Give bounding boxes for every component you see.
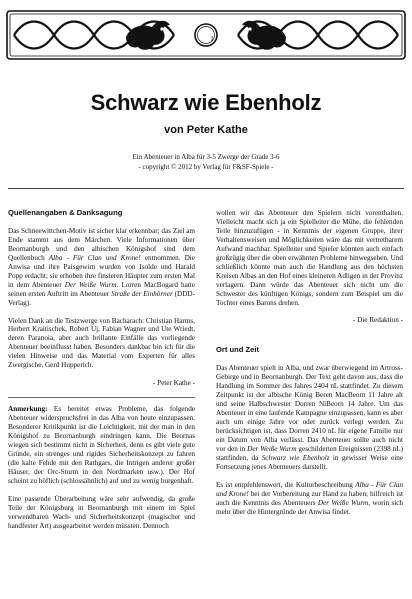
paragraph-sources: Das Schneewittchen-Motiv ist sicher klar erkennbar; das Ziel am Ende stammt aus dem Märchen. Viele Informationen über Beornanburgh und den albischen Königshof sind dem Quellenbuch Alba - Für Clan und Krone! entnommen. Die Anwisa und ihre Paisgewirn wurden von Isolde und Harald Popp erdacht; sie erhoben ihre finsteren Häupter zum ersten Mal in dem Abenteuer Der Weiße Wurm. Lorren MacBogard hatte seinen ersten Auftritt im Abenteuer Straße der Einhörner (DDD-Verlag). — [8, 226, 195, 307]
top-rule — [8, 188, 404, 189]
paragraph-thanks: Vielen Dank an die Testzwerge von Bacharach: Christian Harms, Herbert Kraitischek, Robert Uj, Fabian Wagner und Ute Wriedt, deren Paranoia, aber auch brillante Einfälle das vorliegende Abenteuer beeinflusst haben. Besonders dankbar bin ich für die vielen Hinweise und das Material vom Experten für alles Zwergische, Gerd Hupperich. — [8, 316, 196, 370]
paragraph-recommendation: Es ist empfehlenswert, die Kulturbeschreibung Alba - Für Clan und Krone! bei der Vorbereitung zur Hand zu haben; hilfreich ist auch die Kenntnis des Abenteuers Der Weiße Wurm, worin sich mehr über die Hintergründe der Anwisa findet. — [216, 480, 403, 516]
left-column — [8, 209, 195, 540]
page-number: 1 — [210, 35, 214, 43]
document-title: Schwarz wie Ebenholz — [90, 90, 322, 115]
section-heading-sources: Quellenangaben & Danksagung — [8, 208, 123, 217]
subtitle-line: Ein Abenteuer in Alba für 3-5 Zwerge der Grade 3-6 — [132, 153, 280, 161]
section-divider — [8, 397, 195, 398]
copyright-line: - copyright © 2012 by Verlag für F&SF-Spiele - — [138, 163, 274, 171]
signature-author: - Peter Kathe - — [152, 379, 195, 388]
section-heading-place-time: Ort und Zeit — [216, 345, 260, 355]
paragraph-continuation: wollen wir das Abenteuer den Spielern nicht vorenthalten. Vielleicht macht sich ja ein Spielleiter die Mühe, die fehlenden Teile hinzuzufügen - in Kenntnis der eigenen Gruppe, ihrer Verhaltensweisen und Möglichkeiten wäre das mit vertretbarem Aufwand machbar. Spielleiter und Spieler könnten auch einfach großzügig über die oben erwähnten Probleme hinwegsehen. Und schließlich könnte man auch die Handlung aus den höchsten Kreisen Albas an den Hof eines kleineren Adligen in der Provinz verlagern. Dann würde das Abenteuer sich nicht um die Schwester des künftigen Königs, sondern zum Beispiel um die Tochter eines Barons drehen. — [216, 209, 403, 307]
celtic-knot-banner — [6, 7, 406, 63]
right-column — [216, 209, 403, 526]
paragraph-rework: Eine passende Überarbeitung wäre sehr aufwendig, da große Teile der Königsburg in Beornanburgh mit einem im Spiel verwendbaren Wach- und Sicherheitskonzept (magischer und handfester Art) ausgearbeitet werden müssten. Dennoch — [8, 494, 195, 530]
signature-editors: - Die Redaktion - — [352, 316, 403, 325]
paragraph-note: Anmerkung: Es bereitet etwas Probleme, das folgende Abenteuer widerspruchsfrei in das Alba von heute einzupassen. Besonderer Kritikpunkt ist die Leichtigkeit, mit der man in den Königshof zu Beornanburgh eindringen kann. Die Beornas wiegen sich bestimmt nicht in Sicherheit, denn es gibt viele gute Gründe, ein strenges und rigides Sicherheitskonzept zu fahren (die kalte Fehde mit den Rathgars, die Intrigen anderer großer Häuser, der Orc-Sturm in den Nordmarken usw.). Der Hof scheint zu höflich (schlossähnlich) auf und zu wenig burgenhaft. — [8, 405, 195, 485]
paragraph-place-time: Das Abenteuer spielt in Alba, und zwar überwiegend im Artross-Gebirge und in Beornanburgh. Der Text geht davon aus, dass die Handlung im Sommer des Jahres 2404 nL stattfindet. Zu diesem Zeitpunkt ist der albische König Beren MacBeorn 11 Jahre alt und seine Halbschwester Dorren NiBeorn 14 Jahre. Um das Abenteuer in eine laufende Kampagne einzupassen, kann es aber auch um einige Jahre vor oder zurück verlegt werden. Zu berücksichtigen ist, dass Dorren 2410 nL für eigene Familie nur ein Datum von Alba verlässt. Das Abenteuer sollte auch nicht vor den in Der Weiße Wurm geschilderten Ereignissen (2398 nL) stattfinden, da Schwarz wie Ebenholz in gewisser Weise eine Fortsetzung jenes Abenteuers darstellt. — [216, 364, 404, 471]
author-line: von Peter Kathe — [164, 124, 248, 136]
